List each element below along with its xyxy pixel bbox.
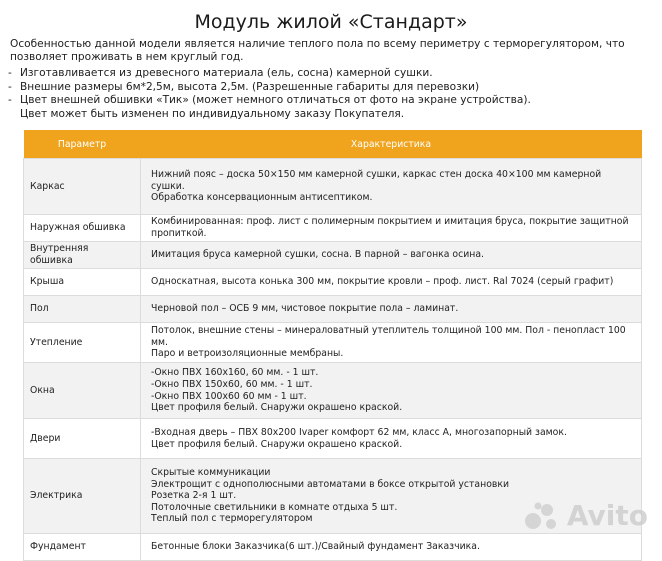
characteristic-line: -Окно ПВХ 150х60, 60 мм. - 1 шт. [151,378,313,390]
parameter-cell: Окна [24,363,141,419]
characteristic-cell [141,242,642,269]
table-row [24,215,642,242]
characteristic-line: Теплый пол с терморегулятором [151,513,313,525]
spec-table [23,130,642,561]
feature-text: Внешние размеры 6м*2,5м, высота 2,5м. (Разрешенные габариты для перевозки) [20,80,480,93]
characteristic-line: Черновой пол – ОСБ 9 мм, чистовое покрытие пола – ламинат. [151,303,459,315]
bullet-dash: - [8,67,12,79]
table-row [24,323,642,363]
parameter-cell: Двери [24,419,141,459]
characteristic-line: Потолочные светильники в комнате отдыха 5 шт. [151,501,398,513]
parameter-cell: Крыша [24,269,141,296]
feature-text: Цвет внешней обшивки «Тик» (может немного отличаться от фото на экране устройства). [20,94,531,106]
characteristic-cell [141,215,642,242]
characteristic-line: Электрощит с однополюсными автоматами в боксе открытой установки [151,478,510,490]
parameter-cell: Внутренняя обшивка [24,242,141,269]
table-row [24,242,642,269]
characteristic-line: Односкатная, высота конька 300 мм, покрытие кровли – проф. лист. Ral 7024 (серый графит) [151,276,614,288]
characteristic-cell [141,534,642,561]
characteristic-line: -Окно ПВХ 160х160, 60 мм. - 1 шт. [151,367,319,379]
characteristic-line: Комбинированная: проф. лист с полимерным покрытием и имитация бруса, покрытие защитной пропиткой. [151,216,629,239]
table-row [24,296,642,323]
characteristic-line: -Окно ПВХ 100х60 60 мм - 1 шт. [151,390,307,402]
characteristic-line: Нижний пояс – доска 50×150 мм камерной сушки, каркас стен доска 40×100 мм камерной сушки. [151,169,602,192]
parameter-cell: Утепление [24,323,141,363]
table-row [24,269,642,296]
characteristic-line: Потолок, внешние стены – минераловатный утеплитель толщиной 100 мм. Пол - пенопласт 100 мм. [151,325,626,348]
characteristic-cell [141,323,642,363]
parameter-cell: Наружная обшивка [24,215,141,242]
table-row [24,159,642,215]
characteristic-cell [141,296,642,323]
bullet-dash: - [8,94,12,106]
characteristic-line: Паро и ветроизоляционные мембраны. [151,348,344,360]
characteristic-cell [141,269,642,296]
parameter-cell: Фундамент [24,534,141,561]
characteristic-line: -Входная дверь – ПВХ 80х200 Ivaper комфорт 62 мм, класс А, многозапорный замок. [151,426,567,438]
characteristic-line: Бетонные блоки Заказчика(6 шт.)/Свайный фундамент Заказчика. [151,541,480,553]
table-row [24,363,642,419]
table-row [24,534,642,561]
feature-item [8,81,654,95]
characteristic-line: Обработка консервационным антисептиком. [151,192,373,204]
feature-list [8,67,654,121]
characteristic-cell [141,419,642,459]
characteristic-cell [141,159,642,215]
characteristic-cell [141,363,642,419]
feature-item [8,67,654,81]
parameter-cell: Электрика [24,459,141,534]
avito-watermark [523,499,648,532]
watermark-text: Avito [566,499,648,532]
characteristic-line: Цвет профиля белый. Снаружи окрашено краской. [151,438,403,450]
characteristic-line: Цвет профиля белый. Снаружи окрашено краской. [151,402,403,414]
feature-text: Изготавливается из древесного материала (ель, сосна) камерной сушки. [20,67,433,79]
avito-logo-icon [523,501,563,531]
bullet-dash: - [8,80,12,93]
intro-paragraph: Особенностью данной модели является наличие теплого пола по всему периметру с терморегулятором, что позволяет проживать в нем круглый год. [10,38,625,63]
feature-continuation: Цвет может быть изменен по индивидуальному заказу Покупателя. [20,107,405,120]
parameter-cell: Каркас [24,159,141,215]
column-header-parameter: Параметр [24,130,141,159]
feature-item [8,94,654,108]
characteristic-line: Розетка 2-я 1 шт. [151,490,237,502]
table-header-row [24,130,642,159]
column-header-characteristic: Характеристика [141,130,642,159]
page-title: Модуль жилой «Стандарт» [194,11,468,33]
table-row [24,419,642,459]
characteristic-line: Имитация бруса камерной сушки, сосна. В парной – вагонка осина. [151,249,484,261]
parameter-cell: Пол [24,296,141,323]
characteristic-line: Скрытые коммуникации [151,467,271,479]
